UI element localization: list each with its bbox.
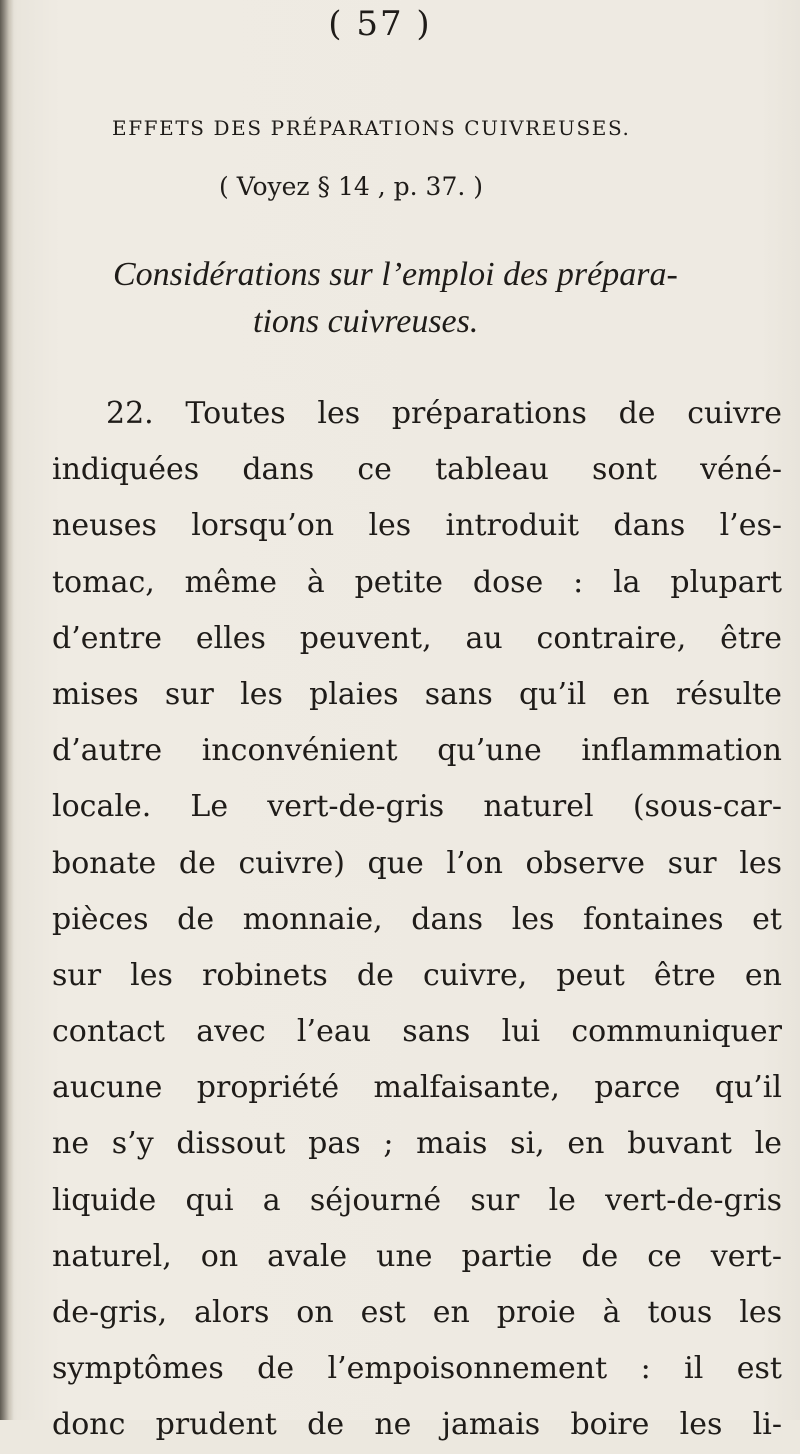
body-line: de-gris, alors on est en proie à tous les [52,1295,782,1330]
body-line: liquide qui a séjourné sur le vert-de-gris [52,1182,782,1218]
body-line: pièces de monnaie, dans les fontaines et [52,901,782,937]
subtitle-line: tions cuivreuses. [253,303,479,340]
body-line: sur les robinets de cuivre, peut être en [52,957,782,993]
body-line: locale. Le vert-de-gris naturel (sous-car- [52,789,782,825]
body-line: bonate de cuivre) que l’on observe sur les [52,845,782,881]
body-line: symptômes de l’empoisonnement : il est [52,1351,782,1387]
section-heading: EFFETS DES PRÉPARATIONS CUIVREUSES. [112,116,631,140]
body-line: 22. Toutes les préparations de cuivre [106,396,782,431]
body-line: ne s’y dissout pas ; mais si, en buvant le [52,1126,782,1162]
body-line: contact avec l’eau sans lui communiquer [52,1014,782,1050]
body-line: indiquées dans ce tableau sont véné- [52,452,782,488]
body-line: neuses lorsqu’on les introduit dans l’es- [52,508,782,544]
body-line: tomac, même à petite dose : la plupart [52,564,782,600]
body-line: d’autre inconvénient qu’une inflammation [52,733,782,769]
body-paragraph [52,386,782,1454]
cross-reference: ( Voyez § 14 , p. 37. ) [219,172,484,201]
subtitle-line: Considérations sur l’emploi des prépara- [113,256,678,293]
binding-edge [0,0,14,1420]
body-line: d’entre elles peuvent, au contraire, être [52,620,782,656]
body-line: aucune propriété malfaisante, parce qu’il [52,1070,782,1106]
body-line: donc prudent de ne jamais boire les li- [52,1407,782,1443]
body-line: naturel, on avale une partie de ce vert- [52,1238,782,1274]
body-line: mises sur les plaies sans qu’il en résulte [52,676,782,712]
page-number: ( 57 ) [328,4,432,44]
